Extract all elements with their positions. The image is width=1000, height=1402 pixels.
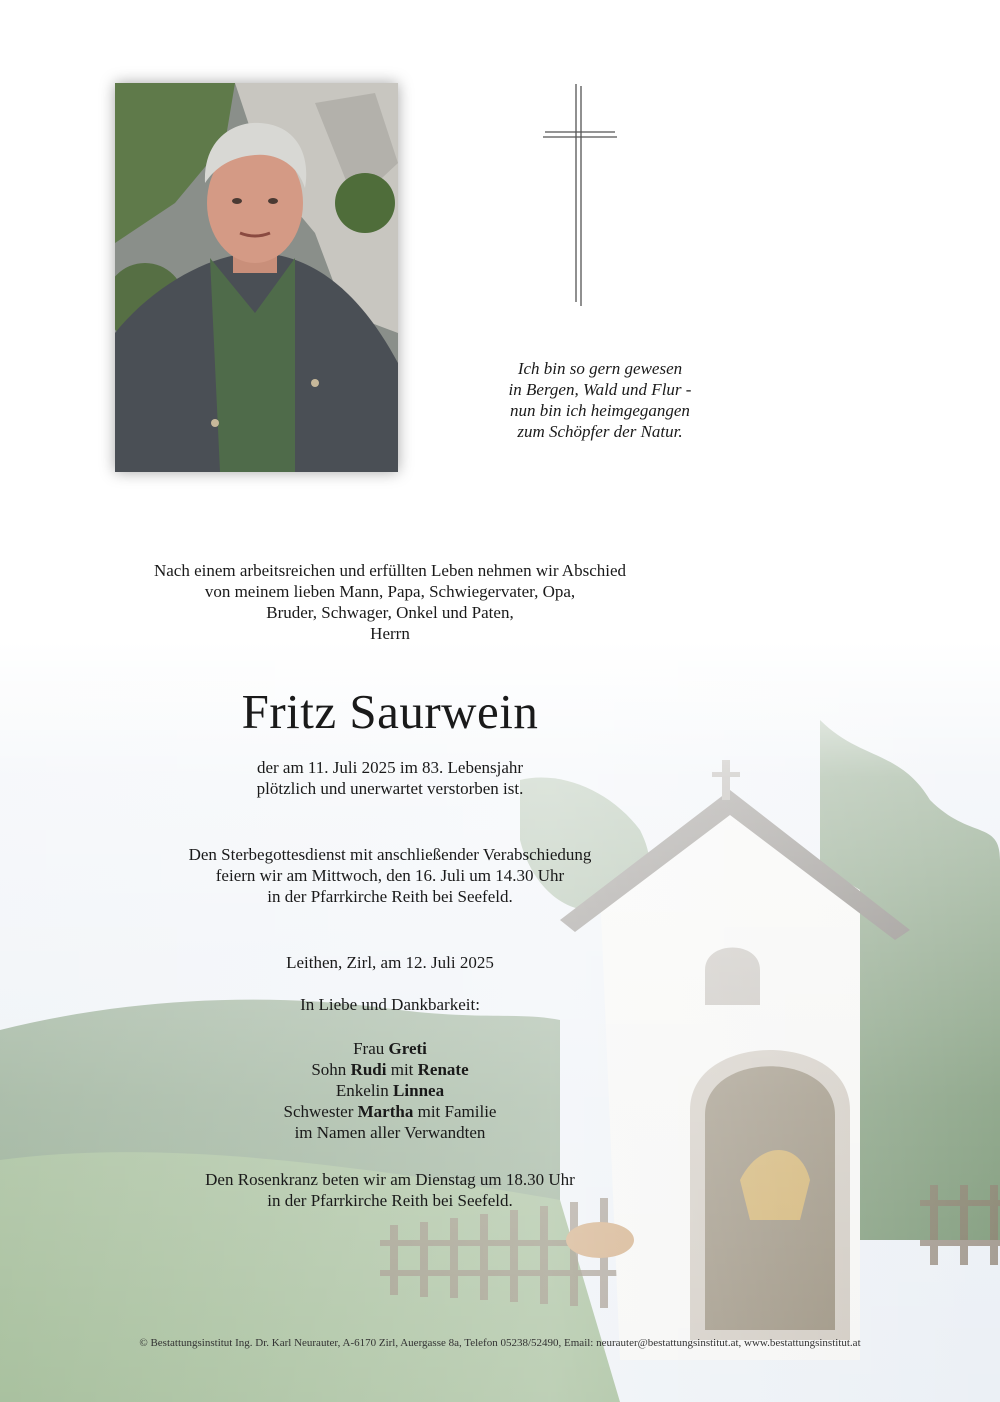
mourner-name: Greti [388, 1039, 427, 1058]
mourner-name: Linnea [393, 1081, 445, 1100]
mourner-sister [90, 1101, 690, 1122]
portrait-photo [115, 83, 398, 472]
poem-line: in Bergen, Wald und Flur - [508, 380, 692, 399]
relation-label: Schwester [283, 1102, 354, 1121]
mourner-son [90, 1059, 690, 1080]
poem-line: Ich bin so gern gewesen [517, 359, 683, 378]
funeral-service-info [90, 844, 690, 907]
relation-label: Sohn [311, 1060, 347, 1079]
poem-line: zum Schöpfer der Natur. [517, 422, 683, 441]
suffix-text: mit Familie [417, 1102, 497, 1121]
mourner-relatives: im Namen aller Verwandten [294, 1123, 486, 1142]
place-date-line: Leithen, Zirl, am 12. Juli 2025 [286, 953, 494, 972]
intro-line: Nach einem arbeitsreichen und erfüllten Leben nehmen wir Abschied [153, 561, 627, 580]
poem-line: nun bin ich heimgegangen [510, 401, 690, 420]
mourner-granddaughter [90, 1080, 690, 1101]
intro-line: Herrn [370, 624, 410, 643]
mourner-name: Renate [417, 1060, 469, 1079]
place-date [90, 952, 690, 973]
farewell-intro [90, 560, 690, 644]
memorial-poem [420, 358, 780, 442]
mourner-name: Rudi [350, 1060, 387, 1079]
mourners-heading-line: In Liebe und Dankbarkeit: [300, 995, 480, 1014]
relation-label: Frau [353, 1039, 385, 1058]
deceased-name: Fritz Saurwein [241, 684, 539, 739]
relation-label: Enkelin [335, 1081, 389, 1100]
mourners-heading [90, 994, 690, 1015]
service-line: Den Sterbegottesdienst mit anschließender Verabschiedung [188, 845, 592, 864]
mourner-wife [90, 1038, 690, 1059]
rosary-line: Den Rosenkranz beten wir am Dienstag um 18.30 Uhr [205, 1170, 575, 1189]
rosary-line: in der Pfarrkirche Reith bei Seefeld. [267, 1191, 513, 1210]
joiner-text: mit [390, 1060, 414, 1079]
funeral-home-footer: © Bestattungsinstitut Ing. Dr. Karl Neurauter, A-6170 Zirl, Auergasse 8a, Telefon 05238/52490, Email: neurauter@bestattungsinstitut.at, www.bestattungsinstitut.at [139, 1337, 861, 1349]
cross-icon [543, 84, 617, 306]
service-line: in der Pfarrkirche Reith bei Seefeld. [267, 887, 513, 906]
rosary-info [90, 1169, 690, 1211]
death-notice-line: der am 11. Juli 2025 im 83. Lebensjahr [256, 758, 524, 777]
death-notice-line: plötzlich und unerwartet verstorben ist. [256, 779, 524, 798]
intro-line: von meinem lieben Mann, Papa, Schwiegervater, Opa, [204, 582, 576, 601]
death-notice [90, 757, 690, 799]
service-line: feiern wir am Mittwoch, den 16. Juli um 14.30 Uhr [215, 866, 565, 885]
intro-line: Bruder, Schwager, Onkel und Paten, [266, 603, 514, 622]
mourners-list [90, 1038, 690, 1143]
mourner-name: Martha [357, 1102, 414, 1121]
chapel-landscape-background [0, 640, 1000, 1402]
